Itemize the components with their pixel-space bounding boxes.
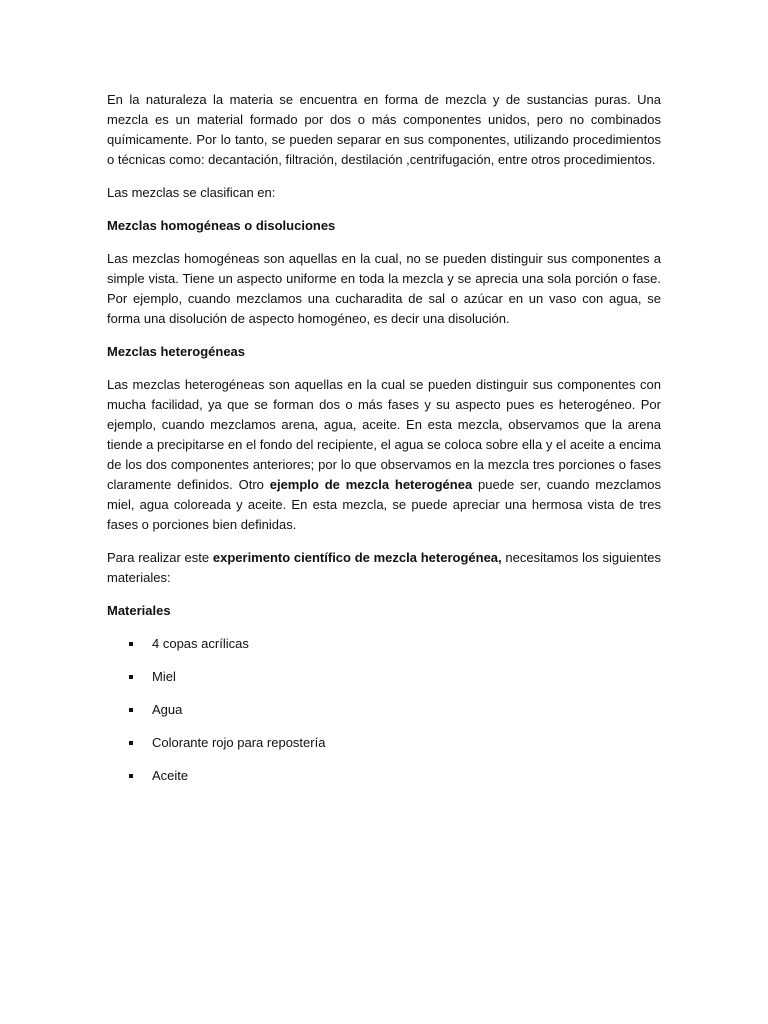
homogeneous-heading: Mezclas homogéneas o disoluciones (107, 218, 336, 233)
experiment-text-a: Para realizar este (107, 550, 213, 565)
heterogeneous-text-b: puede ser, cuando mezclamos miel, agua coloreada y aceite. En esta mezcla, se puede apreciar una hermosa vista de tres fases o porciones bien definidas. (107, 477, 661, 532)
materials-heading: Materiales (107, 603, 171, 618)
square-bullet-icon (129, 774, 133, 778)
experiment-paragraph (107, 548, 661, 588)
square-bullet-icon (129, 675, 133, 679)
materials-list (107, 634, 661, 786)
classification-line: Las mezclas se clasifican en: (107, 185, 276, 200)
heterogeneous-text-a: Las mezclas heterogéneas son aquellas en la cual se pueden distinguir sus componentes con mucha facilidad, ya que se forman dos o más fases y su aspecto pues es heterogéneo. Por ejemplo, cuando mezclamos arena, agua, aceite. En esta mezcla, observamos que la arena tiende a precipitarse en el fondo del recipiente, el agua se coloca sobre ella y el aceite a encima de los dos componentes anteriores; por lo que observamos en la mezcla tres porciones o fases claramente definidos. Otro (107, 377, 661, 492)
list-item-label: Aceite (152, 768, 189, 783)
list-item-label: Miel (152, 669, 176, 684)
square-bullet-icon (129, 708, 133, 712)
document-page (107, 90, 661, 799)
list-item (107, 766, 661, 786)
homogeneous-paragraph: Las mezclas homogéneas son aquellas en la cual, no se pueden distinguir sus componentes a simple vista. Tiene un aspecto uniforme en toda la mezcla y se aprecia una sola porción o fase. Por ejemplo, cuando mezclamos una cucharadita de sal o azúcar en un vaso con agua, se forma una disolución de aspecto homogéneo, es decir una disolución. (107, 251, 661, 326)
list-item (107, 700, 661, 720)
list-item (107, 733, 661, 753)
experiment-text-b: necesitamos los siguientes materiales: (107, 550, 661, 585)
heterogeneous-heading: Mezclas heterogéneas (107, 344, 246, 359)
square-bullet-icon (129, 741, 133, 745)
experiment-bold-phrase: experimento científico de mezcla heterogénea, (212, 550, 502, 565)
heterogeneous-paragraph (107, 375, 661, 535)
heterogeneous-bold-phrase: ejemplo de mezcla heterogénea (269, 477, 473, 492)
list-item (107, 667, 661, 687)
square-bullet-icon (129, 642, 133, 646)
list-item (107, 634, 661, 654)
list-item-label: Colorante rojo para repostería (152, 735, 326, 750)
list-item-label: 4 copas acrílicas (152, 636, 249, 651)
list-item-label: Agua (152, 702, 183, 717)
intro-paragraph: En la naturaleza la materia se encuentra en forma de mezcla y de sustancias puras. Una mezcla es un material formado por dos o más componentes unidos, pero no combinados químicamente. Por lo tanto, se pueden separar en sus componentes, utilizando procedimientos o técnicas como: decantación, filtración, destilación ,centrifugación, entre otros procedimientos. (107, 92, 661, 167)
